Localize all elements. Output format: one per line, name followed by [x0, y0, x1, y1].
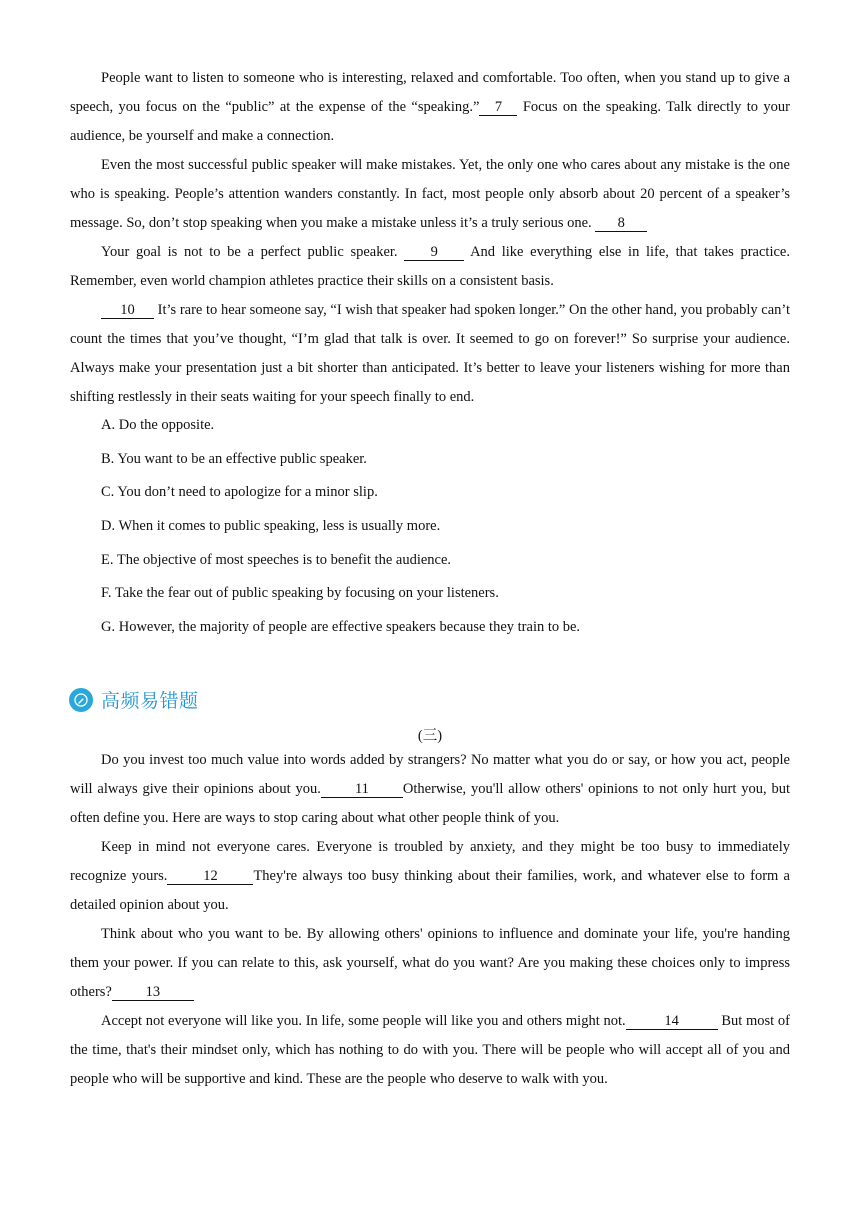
- part-label: (三): [417, 728, 443, 745]
- answer-blank[interactable]: 9: [404, 244, 464, 261]
- answer-blank[interactable]: 10: [101, 302, 154, 319]
- paragraph-text: People want to listen to someone who is interesting, relaxed and comfortable. Too often, when you stand up to give a speech, you focus on the “public” at the expense of the “speaking.”: [70, 70, 790, 115]
- passage-paragraph: [70, 238, 790, 296]
- option-item: B. You want to be an effective public speaker.: [101, 450, 367, 467]
- passage-paragraph: [70, 296, 790, 412]
- answer-blank[interactable]: 12: [167, 868, 253, 885]
- paragraph-text: But most of the time, that's their mindset only, which has nothing to do with you. There will be people who will accept all of you and people who will be supportive and kind. These are the people who deserve to walk with you.: [70, 1013, 790, 1088]
- paragraph-text: Even the most successful public speaker will make mistakes. Yet, the only one who cares about any mistake is the one who is speaking. People’s attention wanders constantly. In fact, most people only absorb about 20 percent of a speaker’s message. So, don’t stop speaking when you make a mistake unless it’s a truly serious one.: [70, 157, 790, 231]
- option-item: A. Do the opposite.: [101, 417, 215, 433]
- passage-paragraph: [70, 920, 790, 1007]
- paragraph-text: Your goal is not to be a perfect public speaker.: [101, 244, 405, 260]
- paragraph-text: Keep in mind not everyone cares. Everyone is troubled by anxiety, and they might be too busy to immediately recognize yours.: [70, 839, 790, 885]
- document-page: [70, 64, 790, 1094]
- answer-blank[interactable]: 7: [479, 99, 517, 116]
- answer-options: [70, 417, 790, 635]
- passage-paragraph: [70, 833, 790, 920]
- pen-icon: [74, 693, 88, 707]
- paragraph-text: Think about who you want to be. By allowing others' opinions to influence and dominate your life, you're handing them your power. If you can relate to this, ask yourself, what do you want? Are you making these choices only to impress others?: [70, 926, 790, 1001]
- passage-paragraph: [70, 746, 790, 833]
- option-item: G. However, the majority of people are effective speakers because they train to be.: [101, 619, 581, 636]
- paragraph-text: They're always too busy thinking about their families, work, and whatever else to form a detailed opinion about you.: [70, 868, 790, 914]
- paragraph-text: Do you invest too much value into words added by strangers? No matter what you do or say, or how you act, people will always give their opinions about you.: [70, 752, 790, 798]
- option-item: E. The objective of most speeches is to benefit the audience.: [101, 551, 452, 568]
- paragraph-text: Otherwise, you'll allow others' opinions to not only hurt you, but often define you. Here are ways to stop caring about what other people think of you.: [70, 781, 790, 827]
- section-header: [70, 686, 790, 713]
- option-item: D. When it comes to public speaking, less is usually more.: [101, 518, 441, 535]
- answer-blank[interactable]: 14: [626, 1013, 718, 1030]
- passage-paragraph: [70, 1007, 790, 1094]
- paragraph-text: It’s rare to hear someone say, “I wish that speaker had spoken longer.” On the other hand, you probably can’t count the times that you’ve thought, “I’m glad that talk is over. It seemed to go on forever!” So surprise your audience. Always make your presentation just a bit shorter than anticipated. It’s better to leave your listeners wishing for more than shifting restlessly in their seats waiting for your speech finally to end.: [70, 302, 790, 405]
- paragraph-text: Accept not everyone will like you. In life, some people will like you and others might not.: [101, 1013, 626, 1030]
- section-badge-icon: [69, 688, 93, 712]
- option-item: C. You don’t need to apologize for a minor slip.: [101, 484, 378, 501]
- paragraph-text: Focus on the speaking. Talk directly to your audience, be yourself and make a connection.: [70, 99, 791, 144]
- answer-blank[interactable]: 11: [321, 781, 403, 798]
- option-item: F. Take the fear out of public speaking by focusing on your listeners.: [101, 585, 499, 602]
- answer-blank[interactable]: 13: [112, 984, 194, 1001]
- paragraph-text: And like everything else in life, that takes practice. Remember, even world champion athletes practice their skills on a consistent basis.: [70, 244, 790, 289]
- passage-paragraph: [70, 151, 790, 238]
- answer-blank[interactable]: 8: [595, 215, 647, 232]
- section-title: 高频易错题: [101, 690, 199, 713]
- passage-paragraph: [70, 64, 790, 151]
